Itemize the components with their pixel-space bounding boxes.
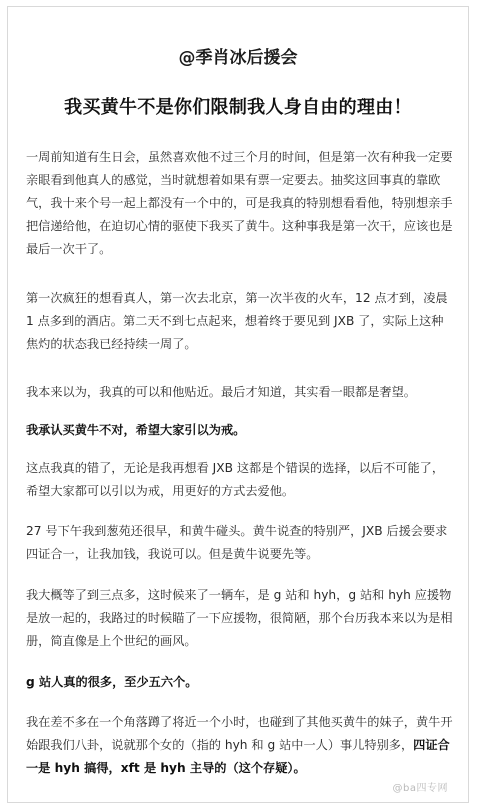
document-frame: [7, 6, 469, 803]
paragraph-5: 这点我真的错了，无论是我再想看 JXB 这都是个错误的选择，以后不可能了，希望大家都可以引以为戒，用更好的方式去爱他。: [26, 461, 445, 498]
paragraph-9: [26, 711, 454, 780]
paragraph-2: 第一次疯狂的想看真人，第一次去北京，第一次半夜的火车，12 点才到，凌晨 1 点多到的酒店。第二天不到七点起来，想着终于要见到 JXB 了，实际上这种焦灼的状态我已经持续一周了。: [26, 291, 448, 351]
paragraph-8-emphasis: g 站人真的很多，至少五六个。: [26, 675, 198, 689]
paragraph-3: 我本来以为，我真的可以和他贴近。最后才知道，其实看一眼都是奢望。: [26, 385, 416, 399]
watermark: @ba四专网: [392, 783, 448, 794]
account-header: @季肖冰后援会: [178, 48, 298, 68]
paragraph-9-text: 我在差不多在一个角落蹲了将近一个小时，也碰到了其他买黄牛的妹子，黄牛开始跟我们八卦，说就那个女的（指的 hyh 和 g 站中一人）事儿特别多，: [26, 715, 453, 752]
article-title: 我买黄牛不是你们限制我人身自由的理由！: [64, 97, 412, 118]
paragraph-7: 我大概等了到三点多，这时候来了一辆车，是 g 站和 hyh，g 站和 hyh 应援物是放一起的，我路过的时候瞄了一下应援物，很简陋，那个台历我本来以为是相册，简直像是上个世纪的画风。: [26, 588, 453, 648]
paragraph-6: 27 号下午我到葱苑还很早，和黄牛碰头。黄牛说查的特别严，JXB 后援会要求四证合一，让我加钱，我说可以。但是黄牛说要先等。: [26, 524, 448, 561]
paragraph-1: 一周前知道有生日会，虽然喜欢他不过三个月的时间，但是第一次有种我一定要亲眼看到他真人的感觉，当时就想着如果有票一定要去。抽奖这回事真的靠欧气，我十来个号一起上都没有一个中的，可是我真的特别想看看他，特别想亲手把信递给他，在迫切心情的驱使下我买了黄牛。这种事我是第一次干，应该也是最后一次干了。: [26, 150, 453, 256]
paragraph-4-emphasis: 我承认买黄牛不对，希望大家引以为戒。: [26, 423, 246, 437]
paragraph-9-bold: 四证合一是 hyh 搞得，xft 是 hyh 主导的（这个存疑）。: [26, 738, 450, 775]
